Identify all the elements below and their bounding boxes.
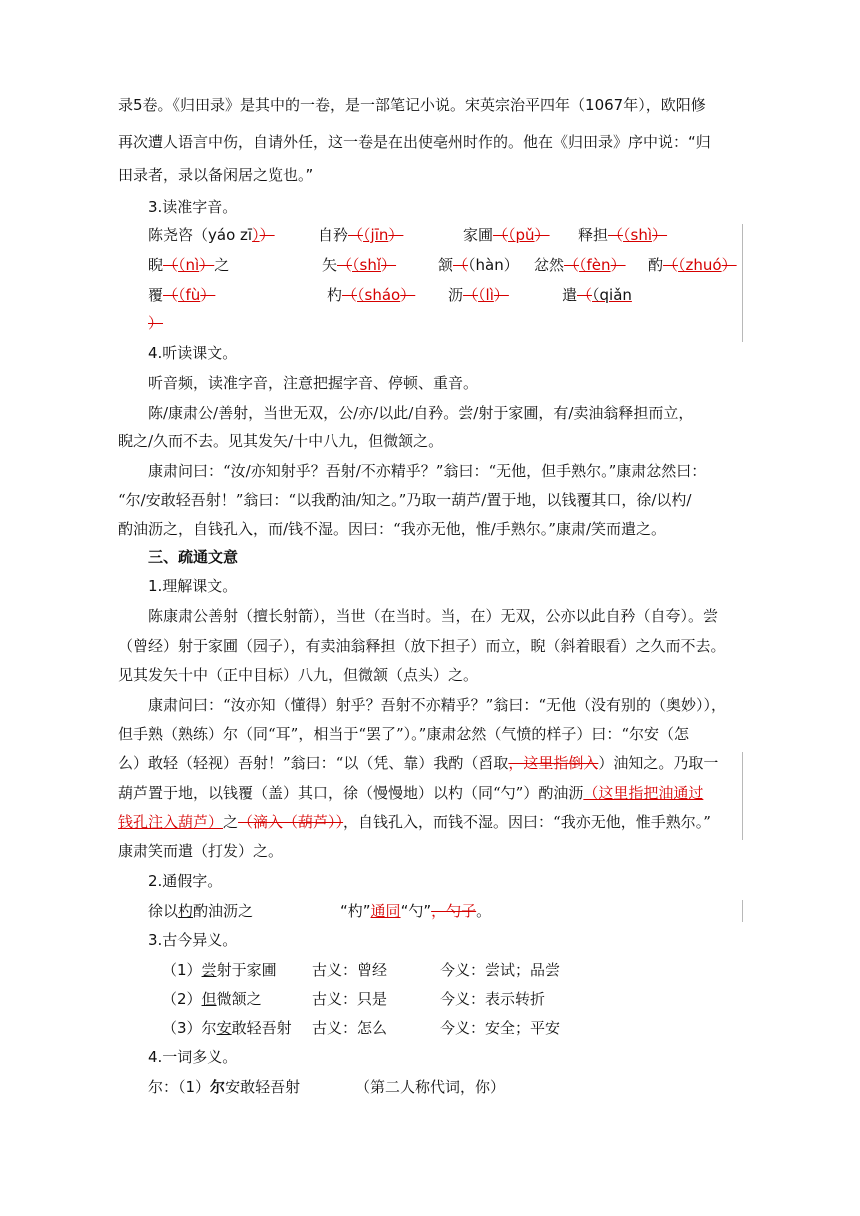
pinyin-item: 矢（（shǐ） bbox=[322, 256, 397, 274]
guji-modern: 今义：安全；平安 bbox=[440, 1019, 561, 1037]
section-heading: 1.理解课文。 bbox=[148, 577, 238, 595]
guji-sentence: （1）尝射于家圃 bbox=[162, 961, 277, 979]
intro-line: 录5卷。《归田录》是其中的一卷，是一部笔记小说。宋英宗治平四年（1067年），欧阳修 bbox=[118, 96, 706, 114]
deleted-text: ，这里指倒入 bbox=[508, 754, 599, 772]
pinyin-item: 杓（（sháo） bbox=[327, 286, 416, 304]
section-heading: 4.听读课文。 bbox=[148, 344, 238, 362]
translation-line: 康肃笑而遣（打发）之。 bbox=[118, 842, 284, 860]
inserted-text: 通同 bbox=[370, 902, 401, 920]
part-heading: 三、疏通文意 bbox=[148, 548, 239, 566]
instruction-text: 听音频，读准字音，注意把握字音、停顿、重音。 bbox=[148, 374, 479, 392]
section-heading: 3.古今异义。 bbox=[148, 931, 238, 949]
guji-sentence: （3）尔安敢轻吾射 bbox=[162, 1019, 292, 1037]
guji-ancient: 古义：曾经 bbox=[312, 961, 388, 979]
tongjia-explain: “杓”通同“勺”，勺子。 bbox=[340, 902, 492, 920]
intro-line: 再次遭人语言中伤，自请外任，这一卷是在出使亳州时作的。他在《归田录》序中说：“归 bbox=[118, 133, 711, 151]
pinyin-tail: ） bbox=[148, 314, 164, 332]
reading-line: 睨之/久而不去。见其发矢/十中八九，但微颔之。 bbox=[118, 432, 444, 450]
translation-line: 见其发矢十中（正中目标）八九，但微颔（点头）之。 bbox=[118, 666, 479, 684]
translation-line: （曾经）射于家圃（园子），有卖油翁释担（放下担子）而立，睨（斜着眼看）之久而不去。 bbox=[118, 637, 726, 655]
polysemy-item: 尔：（1）尔安敢轻吾射 bbox=[148, 1078, 301, 1096]
pinyin-item: 覆（（fù） bbox=[148, 286, 216, 304]
section-heading: 2.通假字。 bbox=[148, 872, 223, 890]
guji-ancient: 古义：只是 bbox=[312, 990, 388, 1008]
margin-bar bbox=[742, 224, 743, 342]
pinyin-item: 家圃（（pǔ） bbox=[463, 226, 550, 244]
translation-line: 陈康肃公善射（擅长射箭），当世（在当时。当，在）无双，公亦以此自矜（自夸）。尝 bbox=[148, 607, 719, 625]
pinyin-item: 酌（（zhuó） bbox=[648, 256, 737, 274]
deleted-text: （滴入（葫芦）） bbox=[238, 813, 344, 831]
polysemy-note: （第二人称代词，你） bbox=[355, 1078, 506, 1096]
pinyin-item: 睨（（nì）之 bbox=[148, 256, 230, 274]
translation-line: 么）敢轻（轻视）吾射！”翁曰：“以（凭、靠）我酌（舀取，这里指倒入）油知之。乃取一 bbox=[118, 754, 719, 772]
margin-bar bbox=[742, 752, 743, 840]
pinyin-item: 沥（（lì） bbox=[448, 286, 509, 304]
reading-line: “尔/安敢轻吾射！”翁曰：“以我酌油/知之。”乃取一葫芦/置于地，以钱覆其口，徐/以杓/ bbox=[118, 491, 692, 509]
pinyin-item: 颔（（hàn） bbox=[438, 256, 519, 274]
guji-sentence: （2）但微颔之 bbox=[162, 990, 262, 1008]
section-heading: 3.读准字音。 bbox=[148, 198, 238, 216]
pinyin-item: 忿然（（fèn） bbox=[534, 256, 626, 274]
reading-line: 陈/康肃公/善射，当世无双，公/亦/以此/自矜。尝/射于家圃，有/卖油翁释担而立， bbox=[148, 404, 694, 422]
inserted-text: 钱孔注入葫芦） bbox=[118, 813, 224, 831]
guji-ancient: 古义：怎么 bbox=[312, 1019, 388, 1037]
translation-line: 但手熟（熟练）尔（同“耳”，相当于“罢了”）。”康肃忿然（气愤的样子）曰：“尔安（怎 bbox=[118, 725, 690, 743]
margin-bar bbox=[742, 900, 743, 922]
section-heading: 4.一词多义。 bbox=[148, 1048, 238, 1066]
translation-line: 康肃问曰：“汝亦知（懂得）射乎？吾射不亦精乎？”翁曰：“无他（没有别的（奥妙））， bbox=[148, 696, 727, 714]
guji-modern: 今义：尝试；品尝 bbox=[440, 961, 561, 979]
pinyin-item: 释担（（shì） bbox=[578, 226, 668, 244]
intro-line: 田录者，录以备闲居之览也。” bbox=[118, 166, 314, 184]
pinyin-item: 陈尧咨（yáo zī）） bbox=[148, 226, 275, 244]
translation-line: 葫芦置于地，以钱覆（盖）其口，徐（慢慢地）以杓（同“勺”）酌油沥（这里指把油通过 bbox=[118, 784, 704, 802]
translation-line: 钱孔注入葫芦）之（滴入（葫芦）），自钱孔入，而钱不湿。因曰：“我亦无他，惟手熟尔。” bbox=[118, 813, 711, 831]
reading-line: 酌油沥之，自钱孔入，而/钱不湿。因曰：“我亦无他，惟/手熟尔。”康肃/笑而遣之。 bbox=[118, 520, 667, 538]
tongjia-sentence: 徐以杓酌油沥之 bbox=[148, 902, 254, 920]
inserted-text: （这里指把油通过 bbox=[583, 784, 704, 802]
pinyin-item: 自矜（（jīn） bbox=[318, 226, 404, 244]
guji-modern: 今义：表示转折 bbox=[440, 990, 546, 1008]
pinyin-item: 遣（（qiǎn bbox=[562, 286, 632, 304]
reading-line: 康肃问曰：“汝/亦知射乎？吾射/不亦精乎？”翁曰：“无他，但手熟尔。”康肃忿然曰： bbox=[148, 462, 707, 480]
deleted-text: ，勺子 bbox=[431, 902, 477, 920]
